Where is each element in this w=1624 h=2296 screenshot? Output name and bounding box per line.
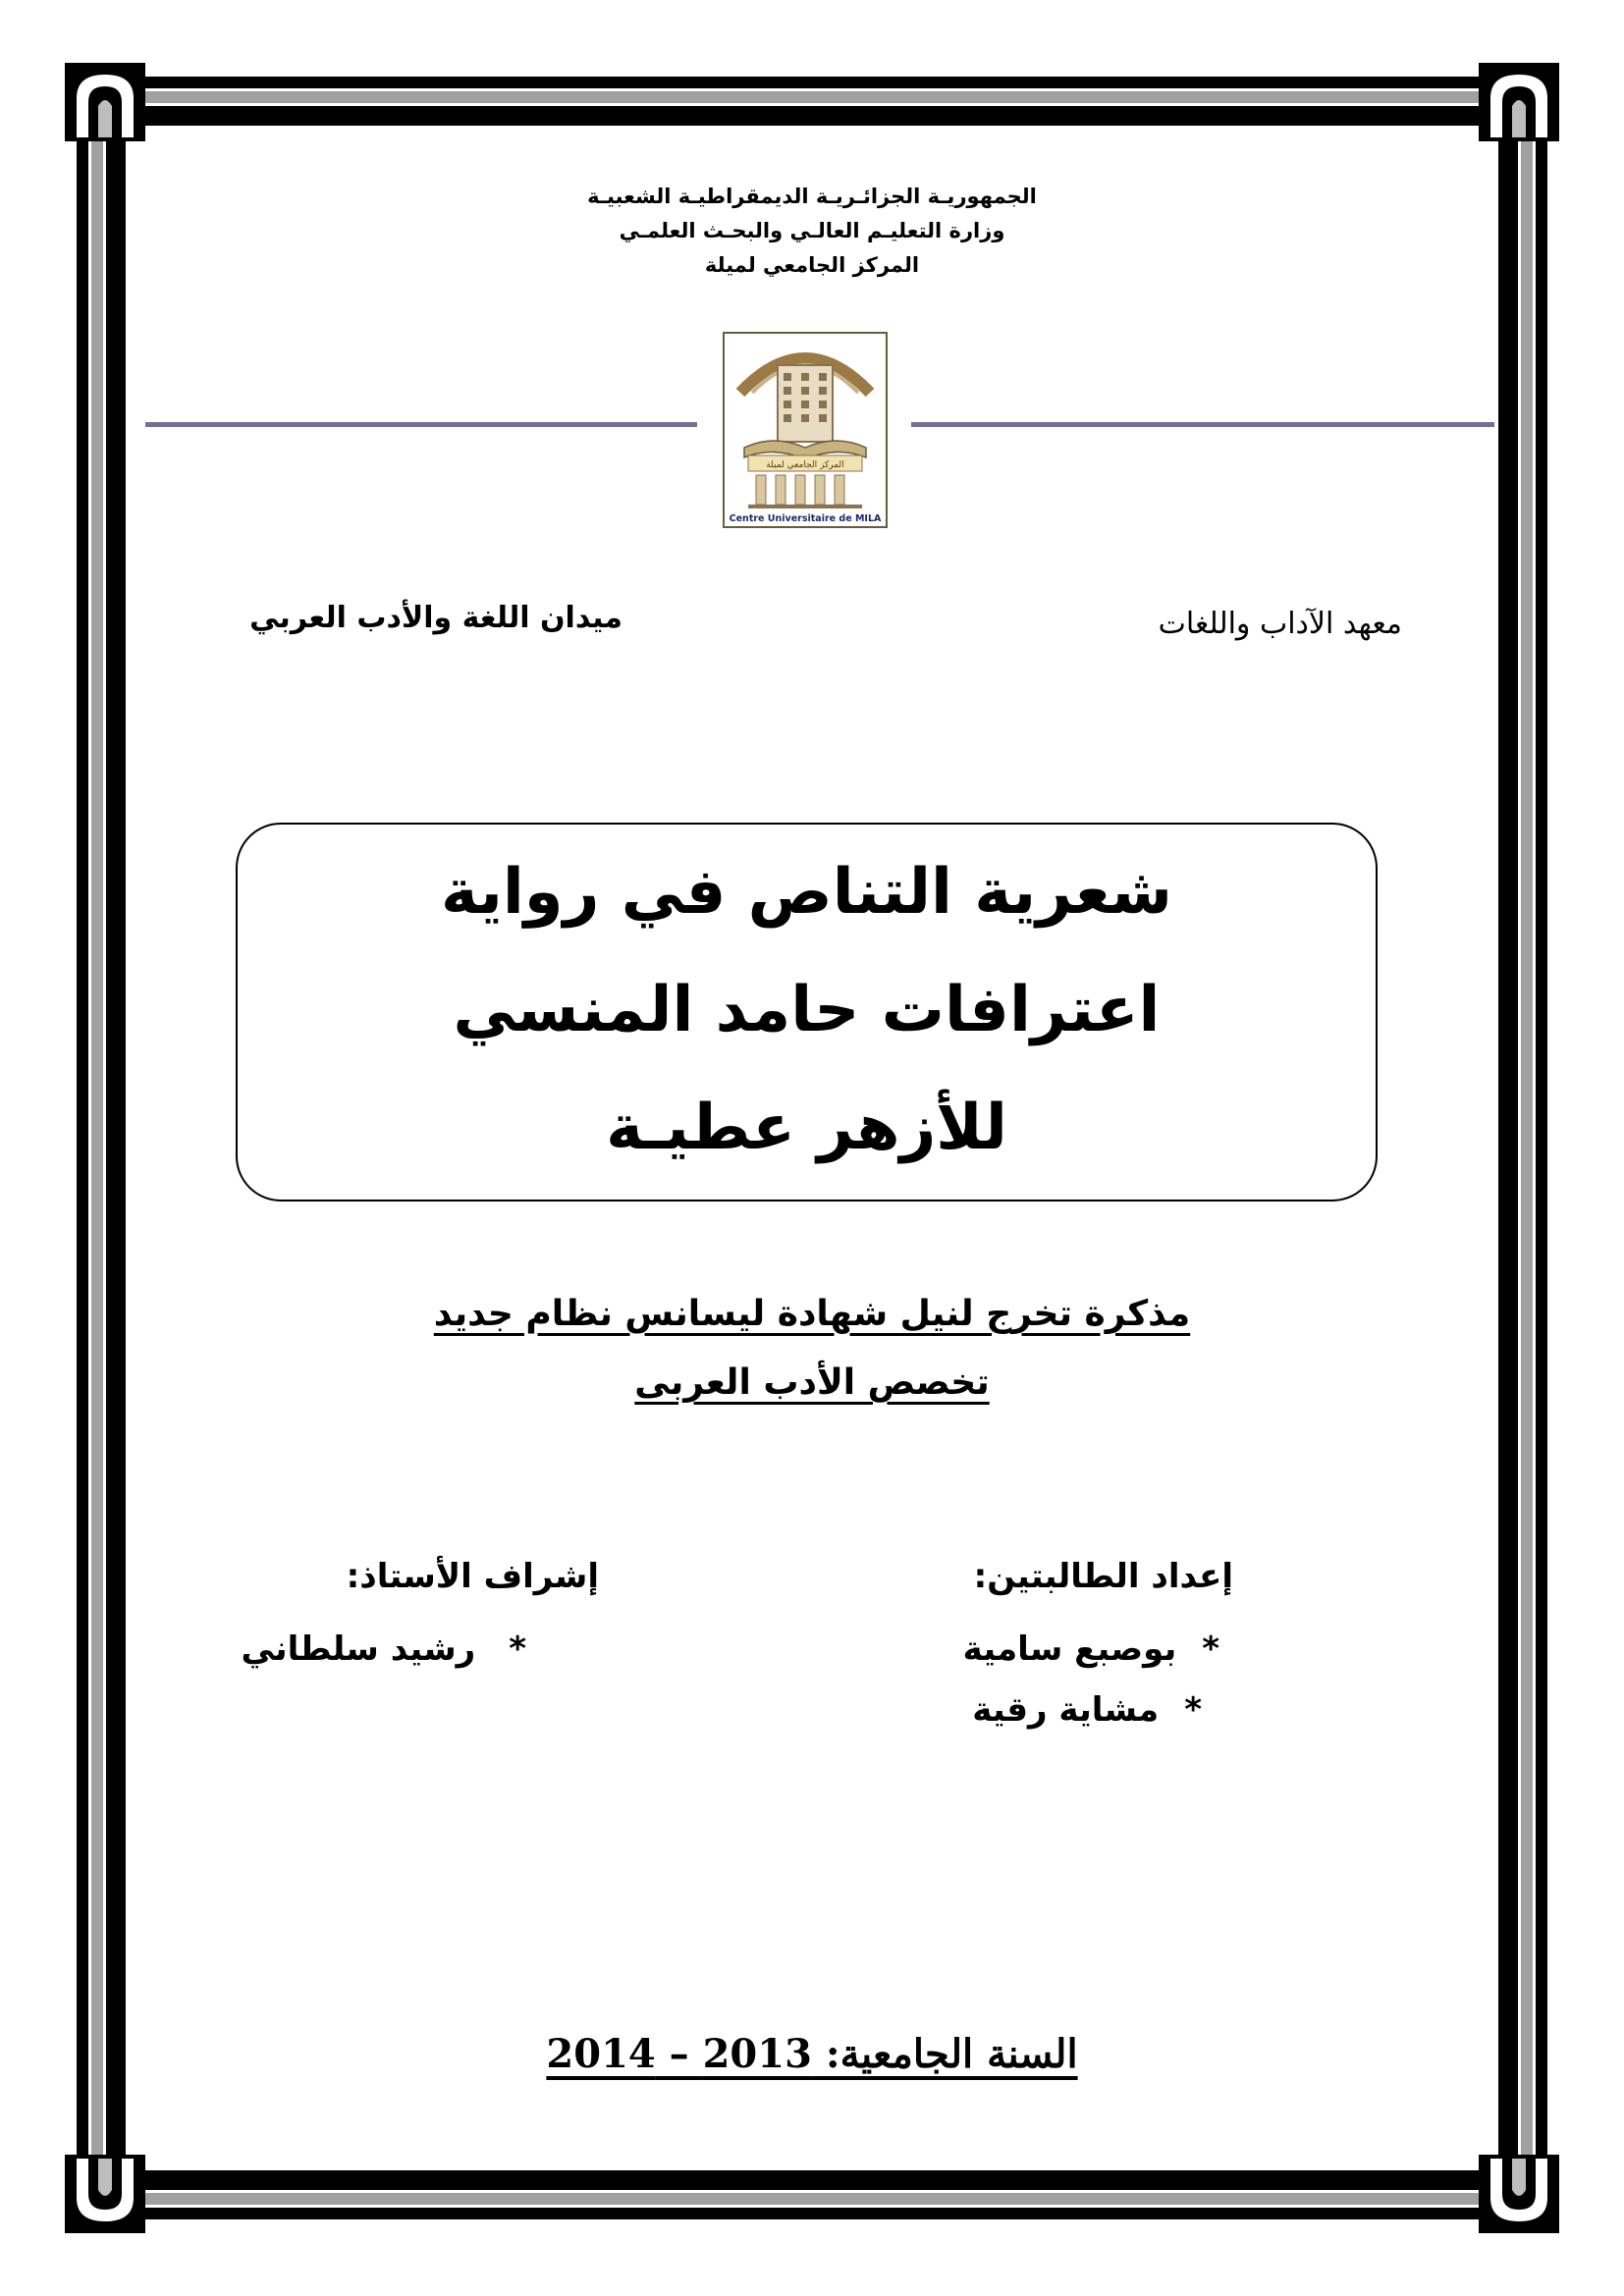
frame-right-band-gray <box>1521 98 1533 2198</box>
supervisor-label: إشراف الأستاذ: <box>346 1557 599 1596</box>
frame-right-band-outer <box>1536 98 1547 2198</box>
institute-name: معهد الآداب واللغات <box>1158 607 1402 641</box>
logo-banner-text: المركز الجامعي لميلة <box>766 460 844 470</box>
students-label: إعداد الطالبتين: <box>973 1557 1233 1596</box>
header-rule-left <box>145 422 697 427</box>
student-name-2: مشاية رقية <box>972 1690 1160 1730</box>
student-name-1: بوصبع سامية <box>962 1629 1177 1669</box>
header-center: المركز الجامعي لميلة <box>704 253 920 277</box>
header-republic: الجمهوريـة الجزائـريـة الديمقراطيـة الشعبيـة <box>587 185 1037 208</box>
university-logo <box>723 332 888 528</box>
frame-left-band-gray <box>91 98 103 2198</box>
header-ministry: وزارة التعليـم العالـي والبحـث العلمـي <box>619 219 1005 242</box>
corner-ornament-top-left <box>65 63 145 141</box>
frame-bottom-band-inner <box>98 2170 1526 2190</box>
frame-top-band-gray <box>98 91 1526 103</box>
student-item-1 <box>963 1629 1219 1669</box>
frame-bottom-band-outer <box>98 2208 1526 2219</box>
thesis-title-line3: للأزهر عطيـة <box>606 1092 1007 1164</box>
student-item-2 <box>972 1690 1202 1730</box>
corner-ornament-bottom-left <box>65 2155 145 2233</box>
supervisor-bullet: * <box>509 1629 526 1669</box>
supervisor-item <box>241 1629 526 1669</box>
corner-ornament-top-right <box>1479 63 1559 141</box>
academic-year: السنة الجامعية: 2013 – 2014 <box>546 2031 1078 2077</box>
thesis-title-line1: شعرية التناص في رواية <box>441 856 1172 929</box>
thesis-specialty-line: تخصص الأدب العربى <box>634 1362 990 1403</box>
thesis-title-box <box>236 823 1378 1201</box>
frame-top-band-outer <box>98 77 1526 88</box>
thesis-title-line2: اعترافات حامد المنسي <box>453 974 1161 1046</box>
logo-caption: Centre Universitaire de MILA <box>729 513 882 524</box>
student-bullet-1: * <box>1202 1629 1219 1669</box>
frame-top-band-inner <box>98 106 1526 126</box>
student-bullet-2: * <box>1184 1690 1202 1730</box>
supervisor-name: رشيد سلطاني <box>241 1629 476 1669</box>
frame-left-band-outer <box>77 98 88 2198</box>
frame-bottom-band-gray <box>98 2193 1526 2205</box>
corner-ornament-bottom-right <box>1479 2155 1559 2233</box>
frame-left-band-inner <box>106 98 126 2198</box>
field-name: ميدان اللغة والأدب العربي <box>249 601 623 635</box>
thesis-degree-line: مذكرة تخرج لنيل شهادة ليسانس نظام جديد <box>433 1294 1191 1334</box>
logo-emblem-icon <box>723 332 888 528</box>
frame-right-band-inner <box>1498 98 1518 2198</box>
header-rule-right <box>911 422 1494 427</box>
